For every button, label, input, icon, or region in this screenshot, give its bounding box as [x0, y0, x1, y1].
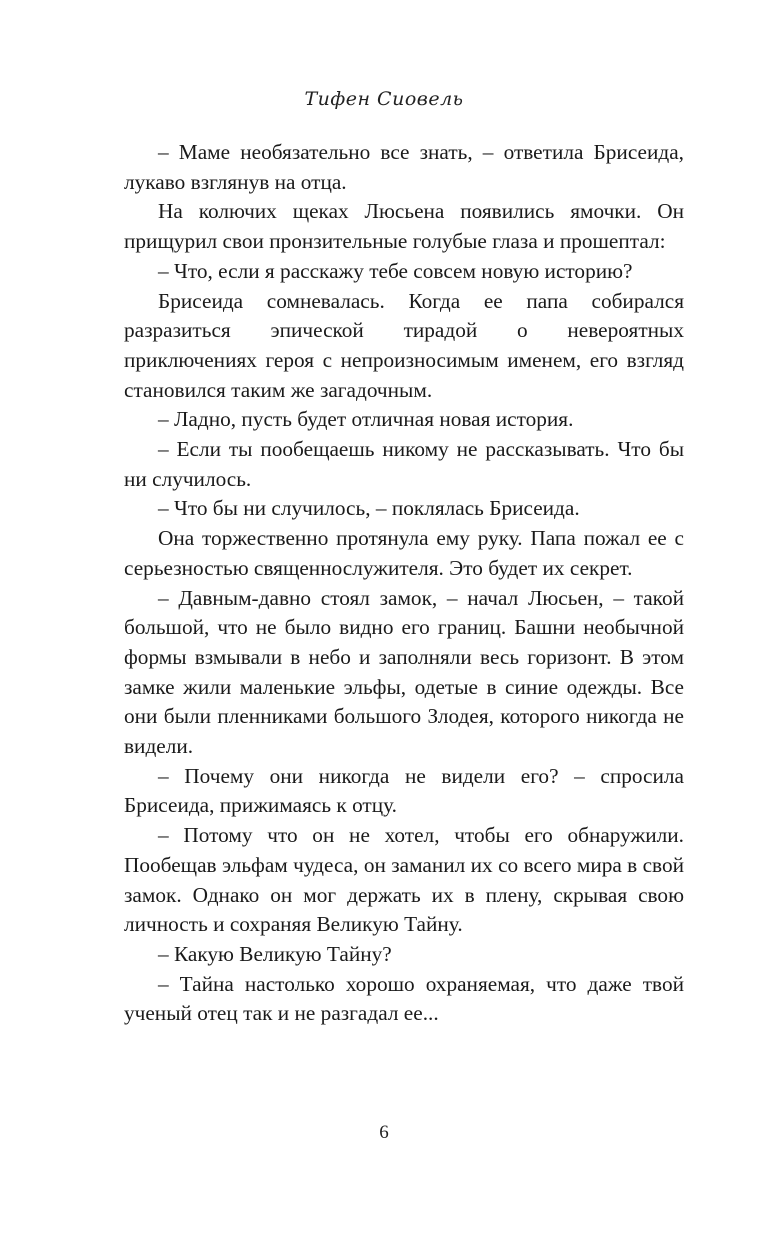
paragraph: На колючих щеках Люсьена появились ямочки. Он прищурил свои пронзительные голубые глаза и прошептал: [124, 199, 684, 254]
running-head: Тифен Сиовель [304, 88, 464, 110]
paragraph: – Что бы ни случилось, – поклялась Брисеида. [158, 496, 580, 521]
paragraph: Она торжественно протянула ему руку. Папа пожал ее с серьезностью священнослужителя. Это будет их секрет. [124, 526, 684, 580]
paragraph: – Тайна настолько хорошо охраняемая, что даже твой ученый отец так и не разгадал ее... [124, 971, 684, 1026]
paragraph: – Маме необязательно все знать, – ответила Брисеида, лукаво взглянув на отца. [124, 140, 684, 194]
page-number: 6 [379, 1122, 389, 1143]
paragraph: – Ладно, пусть будет отличная новая история. [158, 407, 574, 432]
paragraph: – Почему они никогда не видели его? – спросила Брисеида, прижимаясь к отцу. [124, 763, 684, 818]
paragraph: – Какую Великую Тайну? [158, 941, 392, 966]
paragraph: – Потому что он не хотел, чтобы его обнаружили. Пообещав эльфам чудеса, он заманил их со всего мира в свой замок. Однако он мог держать их в плену, скрывая свою личность и сохраняя Великую Тайну. [124, 823, 684, 937]
paragraph: – Давным-давно стоял замок, – начал Люсьен, – такой большой, что не было видно его границ. Башни необычной формы взмывали в небо и заполняли весь горизонт. В этом замке жили маленькие эльфы, одетые в синие одежды. Все они были пленниками большого Злодея, которого никогда не видели. [124, 585, 684, 759]
body-text [124, 138, 684, 1029]
paragraph: – Что, если я расскажу тебе совсем новую историю? [158, 258, 633, 283]
paragraph: Брисеида сомневалась. Когда ее папа собирался разразиться эпической тирадой о невероятных приключениях героя с непроизносимым именем, его взгляд становился таким же загадочным. [124, 288, 684, 402]
paragraph: – Если ты пообещаешь никому не рассказывать. Что бы ни случилось. [124, 437, 684, 491]
